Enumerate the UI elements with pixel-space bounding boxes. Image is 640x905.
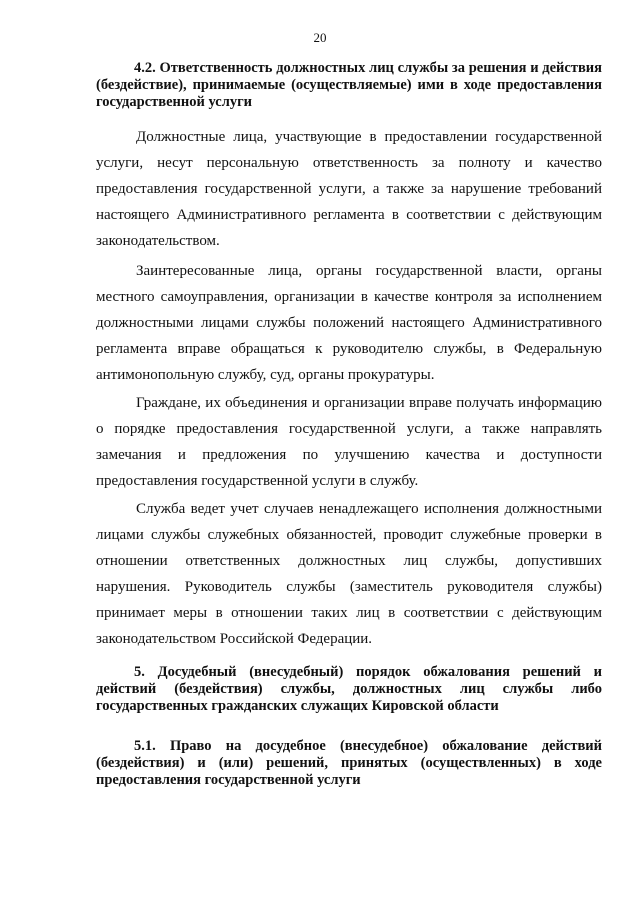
section-4-2-heading: 4.2. Ответственность должностных лиц службы за решения и действия (бездействие), принимаемые (осуществляемые) ими в ходе предоставления государственной услуги xyxy=(96,60,602,110)
page-number: 20 xyxy=(313,30,327,45)
section-4-2-body-2 xyxy=(96,258,602,388)
section-5-heading: 5. Досудебный (внесудебный) порядок обжалования решений и действий (бездействия) службы, должностных лиц службы либо государственных гражданских служащих Кировской области xyxy=(96,664,602,714)
paragraph-4: Служба ведет учет случаев ненадлежащего исполнения должностными лицами службы служебных обязанностей, проводит служебные проверки в отношении ответственных должностных лиц службы, допустивших нарушения. Руководитель службы (заместитель руководителя службы) принимает меры в отношении таких лиц в соответствии с действующим законодательством Российской Федерации. xyxy=(96,501,602,647)
section-5-1-heading: 5.1. Право на досудебное (внесудебное) обжалование действий (бездействия) и (или) решений, принятых (осуществленных) в ходе предоставления государственной услуги xyxy=(96,738,602,788)
section-5-heading-block xyxy=(96,664,602,715)
section-5-1-heading-block xyxy=(96,738,602,789)
section-4-2-body xyxy=(96,124,602,254)
section-4-2-body-3 xyxy=(96,390,602,494)
paragraph-3: Граждане, их объединения и организации вправе получать информацию о порядке предоставления государственной услуги, а также направлять замечания и предложения по улучшению качества и доступности предоставления государственной услуги в службу. xyxy=(96,395,602,489)
section-4-2-body-4 xyxy=(96,496,602,652)
paragraph-2: Заинтересованные лица, органы государственной власти, органы местного самоуправления, организации в качестве контроля за исполнением должностными лицами службы положений настоящего Административного регламента вправе обращаться к руководителю службы, в Федеральную антимонопольную службу, суд, органы прокуратуры. xyxy=(96,263,602,383)
paragraph-1: Должностные лица, участвующие в предоставлении государственной услуги, несут персональную ответственность за полноту и качество предоставления государственной услуги, а также за нарушение требований настоящего Административного регламента в соответствии с действующим законодательством. xyxy=(96,129,602,249)
section-4-2-heading-block xyxy=(96,60,602,111)
